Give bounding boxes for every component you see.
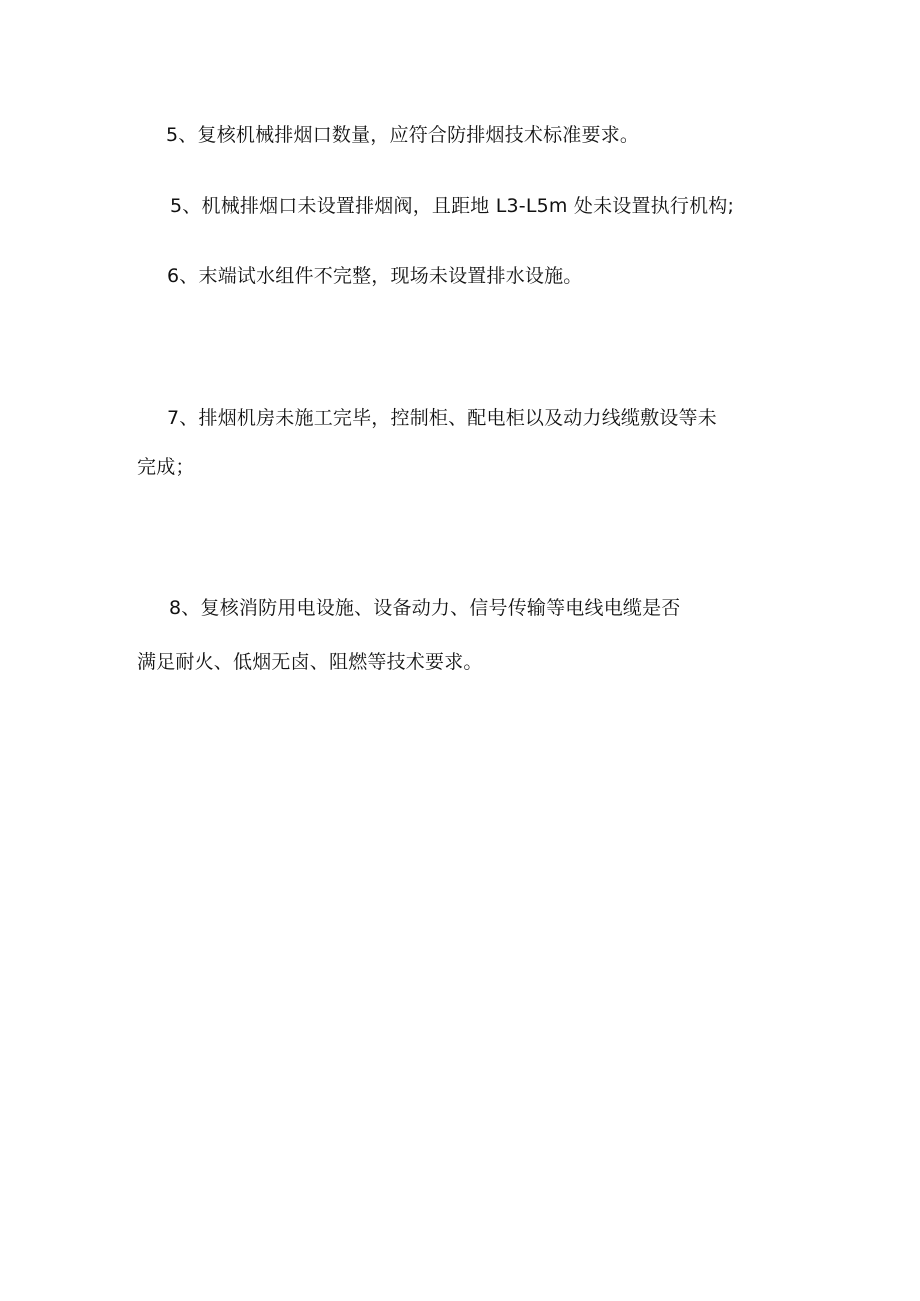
item-5-smoke-valve-missing: 5、机械排烟口未设置排烟阀，且距地 L3-L5m 处未设置执行机构; (170, 195, 735, 217)
item-8-fire-power-cables-line-1: 8、复核消防用电设施、设备动力、信号传输等电线电缆是否 (169, 597, 681, 619)
item-6-test-water-component: 6、末端试水组件不完整，现场未设置排水设施。 (167, 265, 583, 287)
item-5-review-smoke-outlets: 5、复核机械排烟口数量，应符合防排烟技术标准要求。 (166, 124, 640, 146)
item-7-smoke-fan-room-line-1: 7、排烟机房未施工完毕，控制柜、配电柜以及动力线缆敷设等未 (167, 407, 717, 429)
item-7-smoke-fan-room-line-2: 完成； (137, 456, 195, 478)
item-8-fire-power-cables-line-2: 满足耐火、低烟无卤、阻燃等技术要求。 (137, 651, 483, 673)
